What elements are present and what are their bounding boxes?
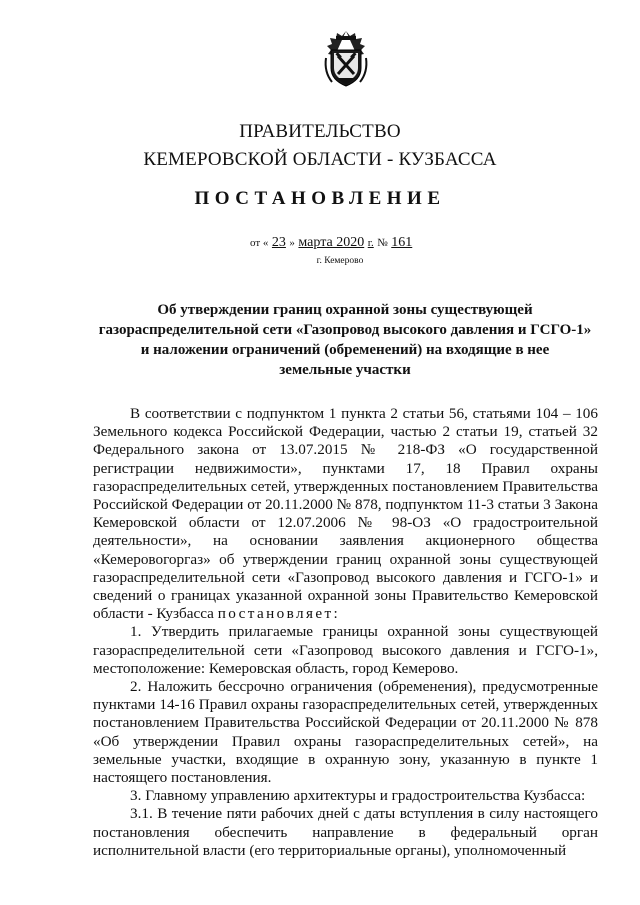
document-number: 161 bbox=[391, 235, 413, 250]
document-subject bbox=[80, 300, 610, 380]
preamble-paragraph bbox=[93, 405, 598, 623]
paragraph-3-1: 3.1. В течение пяти рабочих дней с даты вступления в силу настоящего постановления обеспечить направление в федеральный орган исполнительной власти (его территориальные органы), уполномоченный bbox=[93, 805, 598, 859]
date-month-year: марта 2020 bbox=[298, 235, 365, 250]
date-year-suffix: г. bbox=[367, 237, 374, 249]
government-title-line2: КЕМЕРОВСКОЙ ОБЛАСТИ - КУЗБАССА bbox=[143, 149, 497, 170]
city-name: г. Кемерово bbox=[316, 256, 364, 266]
date-prefix: от « bbox=[250, 237, 269, 249]
document-type: ПОСТАНОВЛЕНИЕ bbox=[194, 188, 446, 209]
subject-line: и наложении ограничений (обременений) на входящие в нее bbox=[140, 342, 550, 358]
date-day: 23 bbox=[271, 235, 286, 250]
government-title-line1: ПРАВИТЕЛЬСТВО bbox=[239, 121, 401, 142]
date-quote-close: » bbox=[289, 237, 295, 249]
subject-line: газораспределительной сети «Газопровод высокого давления и ГСГО-1» bbox=[98, 322, 592, 338]
dateline bbox=[250, 235, 412, 251]
subject-line: земельные участки bbox=[279, 362, 411, 378]
document-body bbox=[93, 405, 598, 860]
preamble-text: В соответствии с подпунктом 1 пункта 2 статьи 56, статьями 104 – 106 Земельного кодекса Российской Федерации, частью 2 статьи 19, статьей 32 Федерального закона от 13.07.2015 № 218-ФЗ «О государственной регистрации недвижимости», пунктами 17, 18 Правил охраны газораспределительных сетей, утвержденных постановлением Правительства Российской Федерации от 20.11.2000 № 878, подпунктом 11-3 статьи 3 Закона Кемеровской области от 12.07.2006 № 98-ОЗ «О градостроительной деятельности», на основании заявления акционерного общества «Кемеровогоргаз» об утверждении границ охранной зоны существующей газораспределительной сети «Газопровод высокого давления и ГСГО-1» и сведений о границах указанной охранной зоны Правительство Кемеровской области - Кузбасса bbox=[93, 405, 598, 623]
paragraph-1: 1. Утвердить прилагаемые границы охранной зоны существующей газораспределительной сети «Газопровод высокого давления и ГСГО-1», местоположение: Кемеровская область, город Кемерово. bbox=[93, 623, 598, 677]
subject-line: Об утверждении границ охранной зоны существующей bbox=[157, 302, 533, 318]
paragraph-2: 2. Наложить бессрочно ограничения (обременения), предусмотренные пунктами 14-16 Правил охраны газораспределительных сетей, утвержденных постановлением Правительства Российской Федерации от 20.11.2000 № 878 «Об утверждении Правил охраны газораспределительных сетей», на земельные участки, входящие в охранную зону, указанную в пункте 1 настоящего постановления. bbox=[93, 678, 598, 787]
paragraph-3: 3. Главному управлению архитектуры и градостроительства Кузбасса: bbox=[130, 787, 586, 805]
coat-of-arms-icon bbox=[322, 28, 370, 90]
number-sign: № bbox=[377, 237, 388, 249]
resolves-word: постановляет: bbox=[217, 605, 341, 623]
